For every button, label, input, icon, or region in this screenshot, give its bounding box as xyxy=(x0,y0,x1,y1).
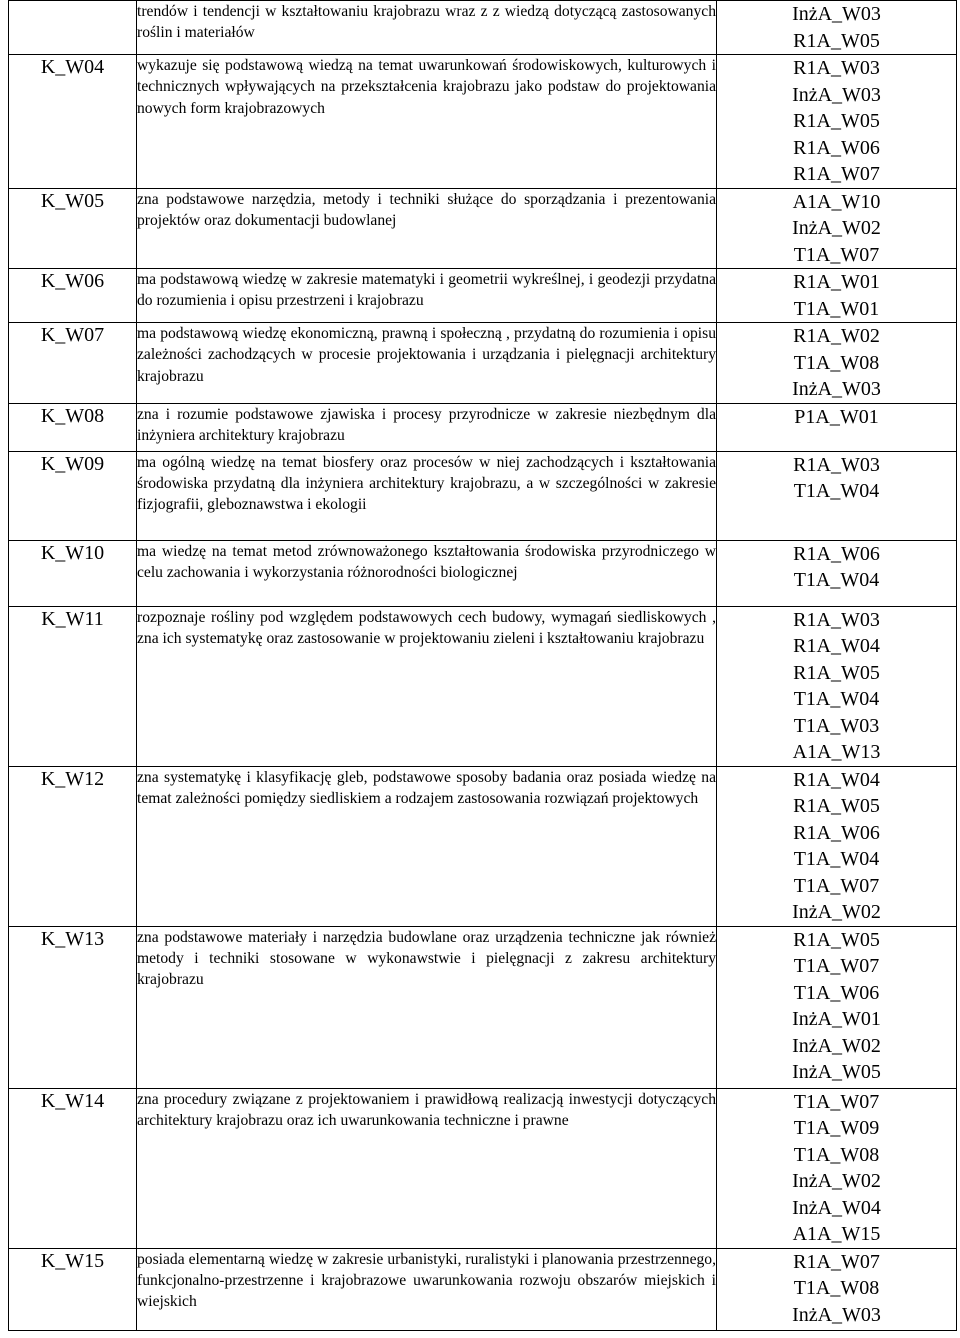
reference-codes xyxy=(717,926,957,1088)
learning-outcomes-table xyxy=(8,0,957,1331)
table-row xyxy=(9,926,957,1088)
reference-code: InżA_W02 xyxy=(792,217,881,239)
table-row xyxy=(9,323,957,404)
outcome-code: K_W12 xyxy=(9,766,137,926)
outcome-code: K_W06 xyxy=(9,269,137,323)
reference-code: T1A_W07 xyxy=(793,874,880,897)
reference-code: InżA_W02 xyxy=(792,1034,881,1057)
table-row xyxy=(9,1,957,55)
outcome-code: K_W04 xyxy=(9,55,137,189)
reference-code: T1A_W08 xyxy=(793,1277,880,1299)
outcome-code: K_W15 xyxy=(9,1248,137,1330)
reference-code: R1A_W06 xyxy=(793,136,880,159)
reference-code: R1A_W05 xyxy=(793,928,880,951)
reference-code: T1A_W04 xyxy=(793,848,880,870)
outcome-description: ma wiedzę na temat metod zrównoważonego kształtowania środowiska przyrodniczego w celu zachowania i wykorzystania różnorodności biologicznej xyxy=(137,540,717,606)
outcome-code: K_W14 xyxy=(9,1088,137,1248)
reference-code: A1A_W13 xyxy=(792,741,881,763)
reference-code: T1A_W08 xyxy=(793,1143,880,1166)
reference-codes xyxy=(717,766,957,926)
reference-code: InżA_W02 xyxy=(792,1170,881,1192)
reference-code: T1A_W07 xyxy=(793,243,880,266)
outcome-description: zna podstawowe materiały i narzędzia budowlane oraz urządzenia techniczne jak również metody i techniki stosowane w wykonawstwie i pielęgnacji z zakresu architektury krajobrazu xyxy=(137,926,717,1088)
reference-code: T1A_W07 xyxy=(793,1090,880,1113)
reference-codes xyxy=(717,1,957,55)
outcome-description: ma ogólną wiedzę na temat biosfery oraz procesów w niej zachodzących i kształtowania środowiska przydatną dla inżyniera architektury krajobrazu, a w szczególności w zakresie fizjografii, gleboznawstwa i ekologii xyxy=(137,451,717,540)
table-body xyxy=(9,1,957,1331)
reference-code: A1A_W10 xyxy=(792,190,881,213)
reference-code: InżA_W03 xyxy=(792,1303,881,1326)
table-row xyxy=(9,403,957,451)
reference-code: T1A_W03 xyxy=(793,714,880,737)
reference-code: T1A_W06 xyxy=(793,981,880,1004)
reference-code: R1A_W04 xyxy=(793,768,880,791)
reference-code: T1A_W04 xyxy=(793,480,880,502)
reference-code: R1A_W02 xyxy=(793,325,880,347)
reference-code: R1A_W03 xyxy=(793,608,880,631)
outcome-description: zna podstawowe narzędzia, metody i techniki służące do sporządzania i prezentowania projektów oraz dokumentacji budowlanej xyxy=(137,188,717,269)
reference-code: R1A_W05 xyxy=(793,110,880,132)
outcome-code: K_W05 xyxy=(9,188,137,269)
table-row xyxy=(9,1248,957,1330)
outcome-description: trendów i tendencji w kształtowaniu krajobrazu wraz z z wiedzą dotyczącą zastosowanych roślin i materiałów xyxy=(137,1,717,55)
reference-code: T1A_W07 xyxy=(793,955,880,977)
reference-codes xyxy=(717,606,957,766)
reference-code: R1A_W05 xyxy=(793,29,880,52)
reference-code: A1A_W15 xyxy=(792,1223,881,1245)
reference-code: R1A_W06 xyxy=(793,821,880,844)
outcome-code xyxy=(9,1,137,55)
outcome-description: zna procedury związane z projektowaniem i prawidłową realizacją inwestycji dotyczących architektury krajobrazu oraz ich uwarunkowania techniczne i prawne xyxy=(137,1088,717,1248)
table-row xyxy=(9,540,957,606)
table-row xyxy=(9,269,957,323)
reference-codes xyxy=(717,55,957,189)
table-row xyxy=(9,766,957,926)
outcome-description: ma podstawową wiedzę w zakresie matematyki i geometrii wykreślnej, i geodezji przydatna do rozumienia i opisu przestrzeni i krajobrazu xyxy=(137,269,717,323)
outcome-description: ma podstawową wiedzę ekonomiczną, prawną i społeczną , przydatną do rozumienia i opisu zależności zachodzących w procesie projektowania i urządzania i pielęgnacji architektury krajobrazu xyxy=(137,323,717,404)
outcome-code: K_W09 xyxy=(9,451,137,540)
reference-code: R1A_W04 xyxy=(793,635,880,657)
outcome-code: K_W13 xyxy=(9,926,137,1088)
outcome-code: K_W10 xyxy=(9,540,137,606)
reference-code: InżA_W03 xyxy=(792,83,881,106)
reference-codes xyxy=(717,403,957,451)
reference-code: R1A_W03 xyxy=(793,57,880,79)
outcome-description: zna systematykę i klasyfikację gleb, podstawowe sposoby badania oraz posiada wiedzę na temat zależności pomiędzy siedliskiem a rodzajem zastosowania rozwiązań projektowych xyxy=(137,766,717,926)
reference-code: InżA_W02 xyxy=(792,901,881,923)
reference-code: T1A_W04 xyxy=(793,688,880,710)
reference-code: InżA_W04 xyxy=(792,1196,881,1219)
reference-code: T1A_W08 xyxy=(793,351,880,374)
outcome-code: K_W08 xyxy=(9,403,137,451)
outcome-code: K_W11 xyxy=(9,606,137,766)
reference-code: R1A_W03 xyxy=(793,453,880,476)
reference-code: P1A_W01 xyxy=(794,405,879,428)
reference-codes xyxy=(717,540,957,606)
reference-code: R1A_W01 xyxy=(793,271,880,293)
reference-code: T1A_W04 xyxy=(793,569,880,591)
reference-codes xyxy=(717,188,957,269)
reference-code: InżA_W03 xyxy=(792,3,881,25)
reference-code: T1A_W01 xyxy=(793,297,880,320)
reference-code: T1A_W09 xyxy=(793,1117,880,1139)
reference-code: InżA_W05 xyxy=(792,1061,881,1083)
reference-codes xyxy=(717,269,957,323)
table-row xyxy=(9,451,957,540)
table-row xyxy=(9,1088,957,1248)
reference-codes xyxy=(717,1248,957,1330)
reference-code: InżA_W01 xyxy=(792,1008,881,1030)
reference-codes xyxy=(717,451,957,540)
outcome-description: posiada elementarną wiedzę w zakresie urbanistyki, ruralistyki i planowania przestrzennego, funkcjonalno-przestrzenne i krajobrazowe uwarunkowania rozwoju obszarów miejskich i wiejskich xyxy=(137,1248,717,1330)
reference-code: R1A_W05 xyxy=(793,795,880,817)
outcome-code: K_W07 xyxy=(9,323,137,404)
reference-code: R1A_W07 xyxy=(793,163,880,185)
outcome-description: rozpoznaje rośliny pod względem podstawowych cech budowy, wymagań siedliskowych , zna ich systematykę oraz zastosowanie w projektowaniu zieleni i kształtowaniu krajobrazu xyxy=(137,606,717,766)
table-row xyxy=(9,55,957,189)
reference-code: R1A_W05 xyxy=(793,661,880,684)
reference-codes xyxy=(717,323,957,404)
reference-code: InżA_W03 xyxy=(792,378,881,400)
table-row xyxy=(9,606,957,766)
reference-code: R1A_W07 xyxy=(793,1250,880,1273)
reference-codes xyxy=(717,1088,957,1248)
outcome-description: wykazuje się podstawową wiedzą na temat uwarunkowań środowiskowych, kulturowych i technicznych wpływających na przekształcenia krajobrazu jako podstaw do projektowania nowych form krajobrazowych xyxy=(137,55,717,189)
outcome-description: zna i rozumie podstawowe zjawiska i procesy przyrodnicze w zakresie niezbędnym dla inżyniera architektury krajobrazu xyxy=(137,403,717,451)
table-row xyxy=(9,188,957,269)
reference-code: R1A_W06 xyxy=(793,542,880,565)
